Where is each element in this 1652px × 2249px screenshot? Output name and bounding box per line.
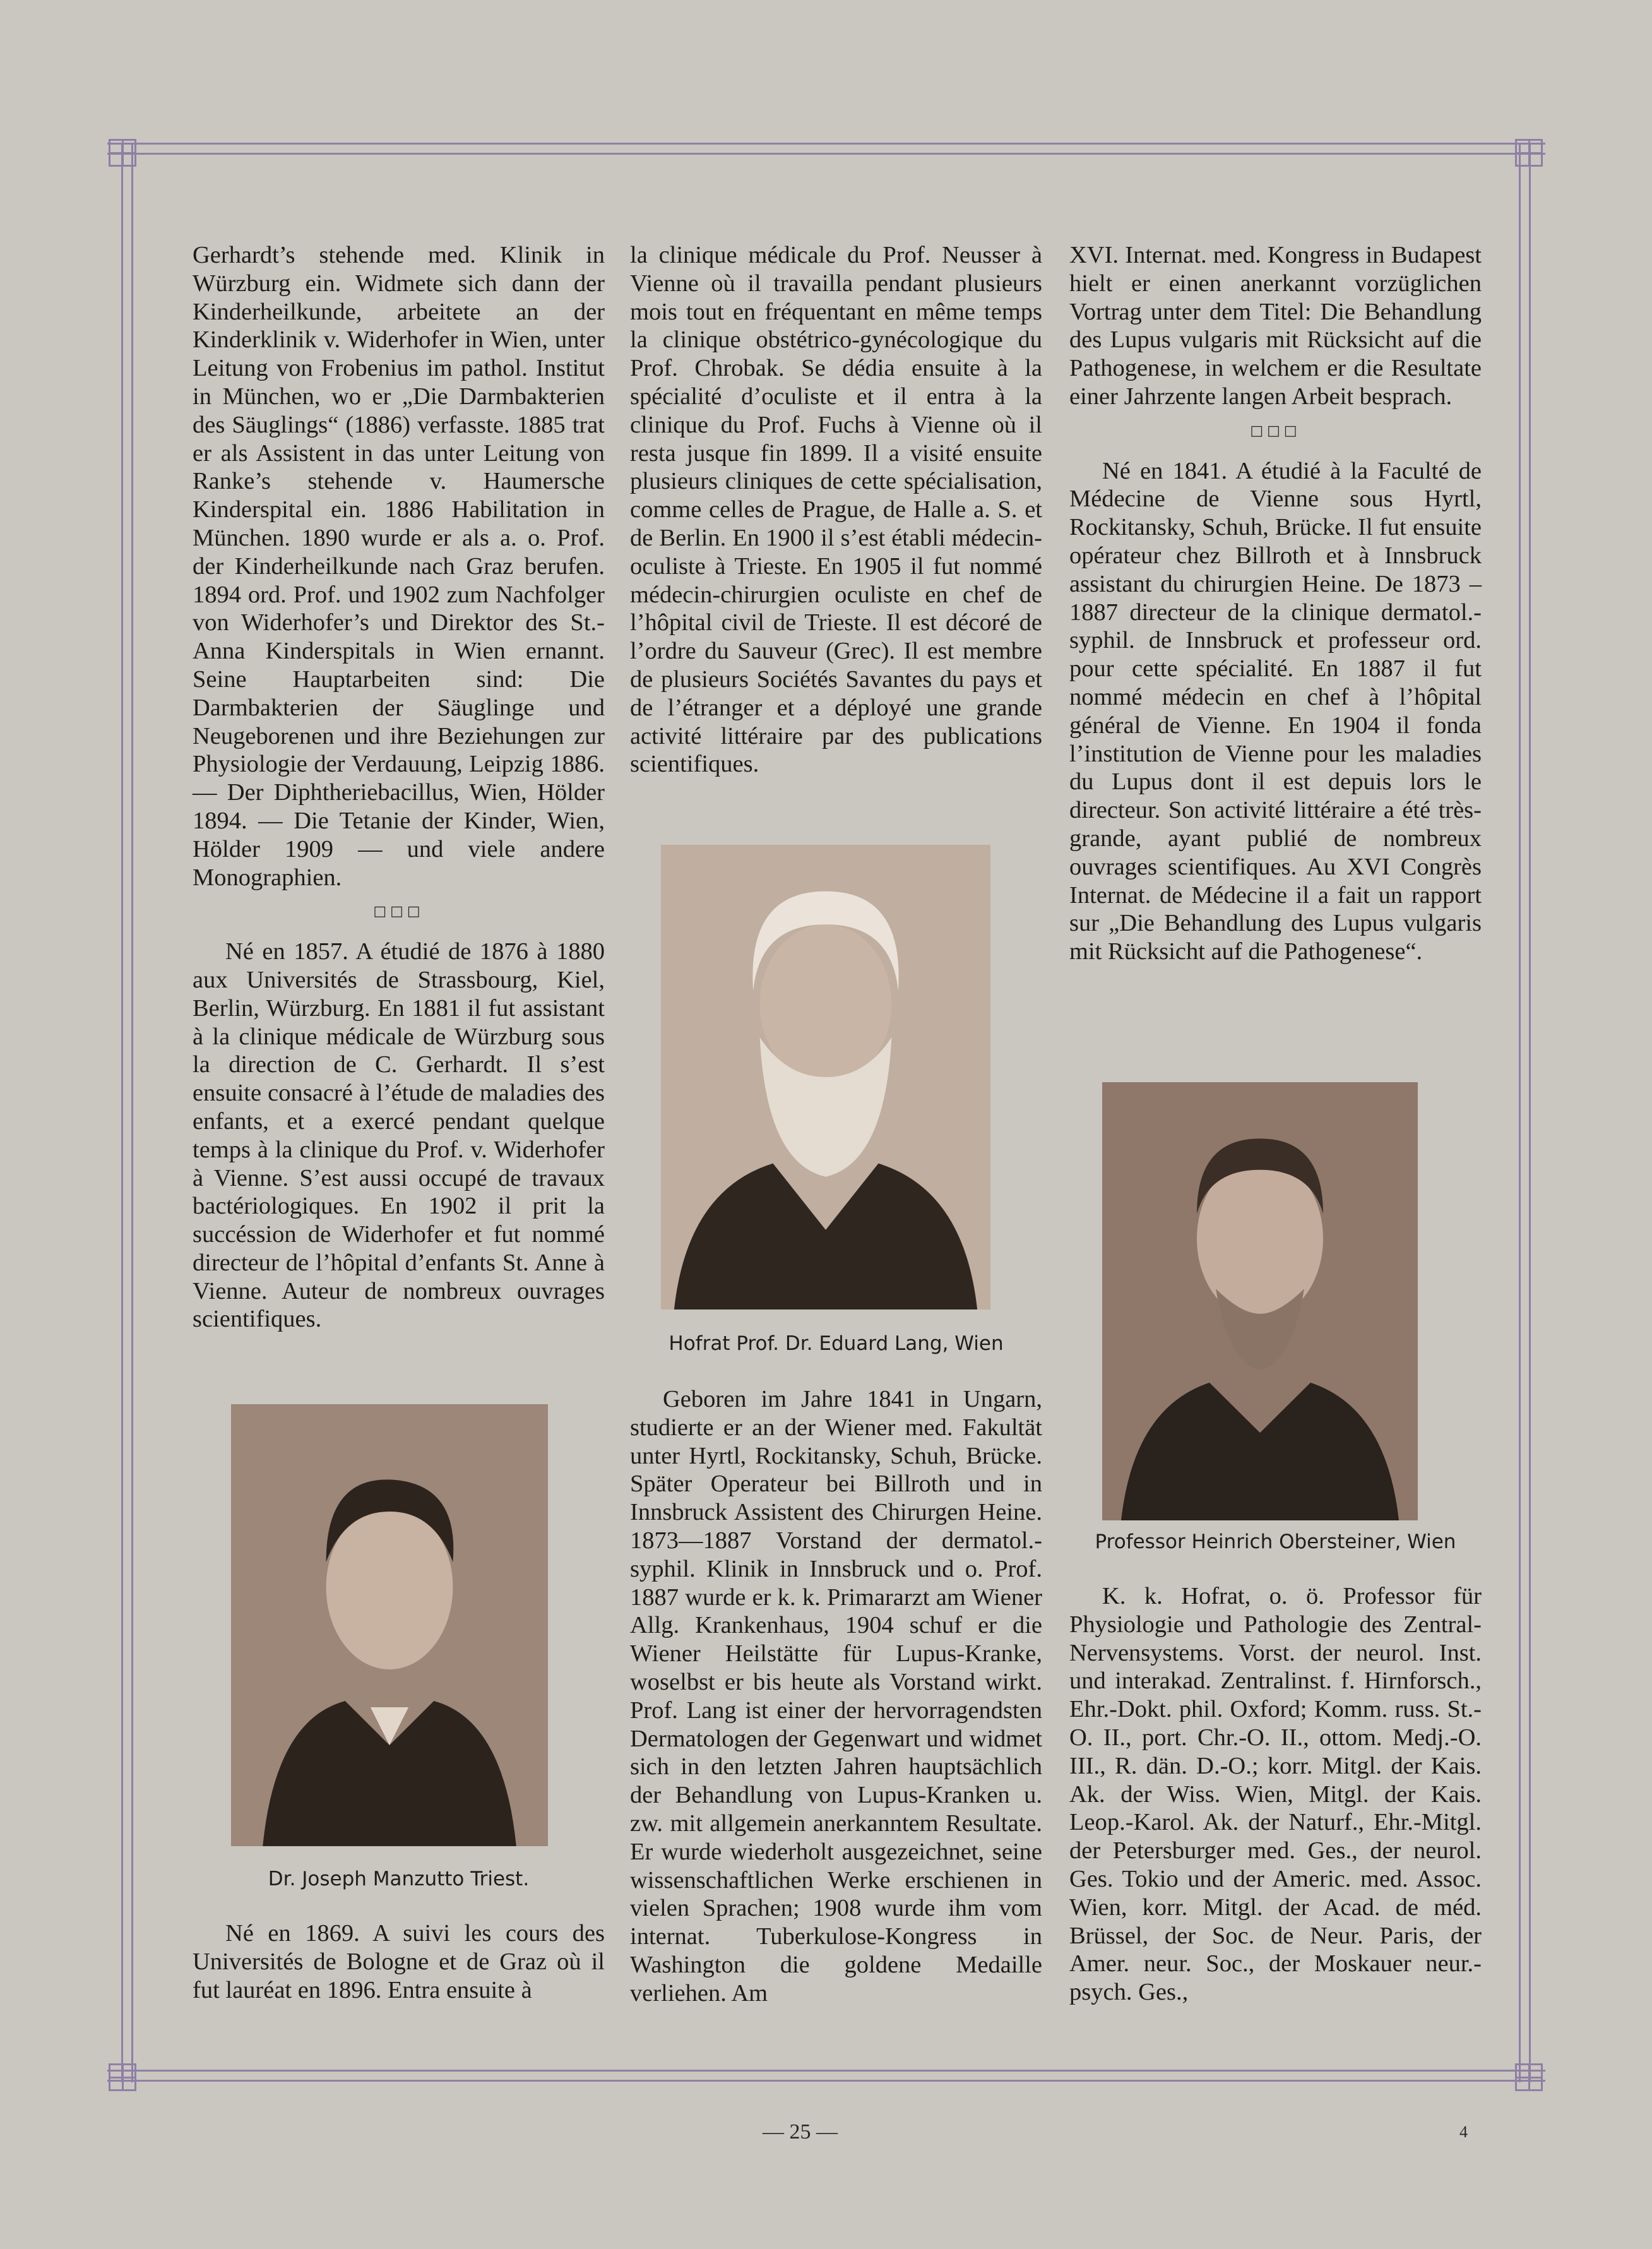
column-3 (1069, 241, 1482, 966)
col3-paragraph-2: Né en 1841. A étudié à la Faculté de Médecine de Vienne sous Hyrtl, Rockitansky, Schuh, Brücke. Il fut ensuite opérateur chez Billroth et à Innsbruck assistant du chirurgien Heine. De 1873 – 1887 directeur de la clinique dermatol.-syphil. de Innsbruck et professeur ord. pour cette spécialité. En 1887 il fut nommé médecin en chef à l’hôpital général de Vienne. En 1904 il fonda l’institution de Vienne pour les maladies du Lupus dont il est depuis lors le directeur. Son activité littéraire a été très-grande, ayant publié de nombreux ouvrages scientifiques. Au XVI Congrès Internat. de Médecine il a fait un rapport sur „Die Behandlung des Lupus vulgaris mit Rücksicht auf die Pathogenese“. (1069, 457, 1482, 965)
section-separator: □□□ (1250, 422, 1301, 439)
frame-corner-bottom-right (1515, 2063, 1543, 2091)
frame-left-outer (121, 143, 123, 2082)
caption-lang: Hofrat Prof. Dr. Eduard Lang, Wien (669, 1332, 1004, 1355)
portrait-photo-obersteiner (1102, 1082, 1418, 1520)
column-3-bottom (1069, 1582, 1482, 2007)
column-2-bottom (630, 1385, 1042, 2008)
frame-right-outer (1529, 143, 1531, 2082)
frame-left-inner (131, 143, 133, 2082)
col2-paragraph-2: Geboren im Jahre 1841 in Ungarn, studierte er an der Wiener med. Fakultät unter Hyrtl, Rockitansky, Schuh, Brücke. Später Operateur bei Billroth und in Innsbruck Assistent des Chirurgen Heine. 1873—1887 Vorstand der dermatol.-syphil. Klinik in Innsbruck und o. Prof. 1887 wurde er k. k. Primararzt am Wiener Allg. Krankenhaus, 1904 schuf er die Wiener Heilstätte für Lupus-Kranke, woselbst er bis heute als Vorstand wirkt. Prof. Lang ist einer der hervorragendsten Dermatologen der Gegenwart und widmet sich in den letzten Jahren hauptsächlich der Behandlung von Lupus-Kranken u. zw. mit allgemein anerkanntem Resultate. Er wurde wiederholt ausgezeichnet, seine wissenschaftlichen Werke erschienen in vielen Sprachen; 1908 wurde ihm vom internat. Tuberkulose-Kongress in Washington die goldene Medaille verliehen. Am (630, 1386, 1042, 2007)
portrait-photo-manzutto (231, 1404, 548, 1846)
caption-obersteiner: Professor Heinrich Obersteiner, Wien (1095, 1530, 1456, 1553)
frame-top-outer (107, 143, 1545, 145)
signature-mark: 4 (1459, 2123, 1468, 2141)
col3-paragraph-3: K. k. Hofrat, o. ö. Professor für Physiologie und Pathologie des Zentral-Nervensystems. Vorst. der neurol. Inst. und interakad. Zentralinst. f. Hirnforsch., Ehr.-Dokt. phil. Oxford; Komm. russ. St.-O. II., port. Chr.-O. II., ottom. Medj.-O. III., R. dän. D.-O.; korr. Mitgl. der Kais. Ak. der Wiss. Wien, Mitgl. der Kais. Leop.-Karol. Ak. der Naturf., Ehr.-Mitgl. der Petersburger med. Ges., der neurol. Ges. Tokio und der Americ. med. Assoc. Wien, korr. Mitgl. der Acad. de méd. Brüssel, der Soc. de Neur. Paris, der Amer. neur. Soc., der Moskauer neur.-psych. Ges., (1069, 1583, 1482, 2006)
col1-paragraph-2: Né en 1857. A étudié de 1876 à 1880 aux Universités de Strassbourg, Kiel, Berlin, Würzburg. En 1881 il fut assistant à la clinique médicale de Würzburg sous la direction de C. Gerhardt. Il s’est ensuite consacré à l’étude de maladies des enfants, et a exercé pendant quelque temps à la clinique du Prof. v. Widerhofer à Vienne. S’est aussi occupé de travaux bactériologiques. En 1902 il prit la succéssion de Widerhofer et fut nommé directeur de l’hôpital d’enfants St. Anne à Vienne. Auteur de nombreux ouvrages scientifiques. (193, 938, 605, 1333)
frame-corner-bottom-left (109, 2063, 136, 2091)
frame-bottom-outer (107, 2070, 1545, 2072)
frame-bottom-inner (107, 2080, 1545, 2082)
frame-top-inner (107, 153, 1545, 155)
col1-paragraph-3: Né en 1869. A suivi les cours des Universités de Bologne et de Graz où il fut lauréat en 1896. Entra ensuite à (193, 1920, 605, 2003)
caption-manzutto: Dr. Joseph Manzutto Triest. (268, 1868, 530, 1890)
portrait-photo-lang (661, 845, 990, 1309)
col3-paragraph-1: XVI. Internat. med. Kongress in Budapest hielt er einen anerkannt vorzüglichen Vortrag unter dem Titel: Die Behandlung des Lupus vulgaris mit Rücksicht auf die Pathogenese, in welchem er die Resultate einer Jahrzente langen Arbeit besprach. (1069, 242, 1482, 410)
column-1-bottom (193, 1919, 605, 2004)
section-separator: □□□ (373, 904, 424, 920)
col1-paragraph-1: Gerhardt’s stehende med. Klinik in Würzburg ein. Widmete sich dann der Kinderheilkunde, arbeitete an der Kinderklinik v. Widerhofer in Wien, unter Leitung von Frobenius im pathol. Institut in München, wo er „Die Darmbakterien des Säuglings“ (1886) verfasste. 1885 trat er als Assistent in das unter Leitung von Ranke’s stehende v. Haumersche Kinderspital ein. 1886 Habilitation in München. 1890 wurde er als a. o. Prof. der Kinderheilkunde nach Graz berufen. 1894 ord. Prof. und 1902 zum Nachfolger von Widerhofer’s und Direktor des St.-Anna Kinderspitals in Wien ernannt. Seine Hauptarbeiten sind: Die Darmbakterien der Säuglinge und Neugeborenen und ihre Beziehungen zur Physiologie der Verdauung, Leipzig 1886. — Der Diphtheriebacillus, Wien, Hölder 1894. — Die Tetanie der Kinder, Wien, Hölder 1909 — und viele andere Monographien. (193, 242, 605, 891)
column-1 (193, 241, 605, 1333)
frame-corner-top-left (109, 139, 136, 167)
frame-corner-top-right (1515, 139, 1543, 167)
page-number: — 25 — (763, 2120, 838, 2144)
frame-right-inner (1519, 143, 1521, 2082)
col2-paragraph-1: la clinique médicale du Prof. Neusser à Vienne où il travailla pendant plusieurs mois tout en fréquentant en même temps la clinique obstétrico-gynécologique du Prof. Chrobak. Se dédia ensuite à la spécialité d’oculiste et il entra à la clinique du Prof. Fuchs à Vienne où il resta jusque fin 1899. Il a visité ensuite plusieurs cliniques de cette spécialisation, comme celles de Prague, de Halle a. S. et de Berlin. En 1900 il s’est établi médecin-oculiste à Trieste. En 1905 il fut nommé médecin-chirurgien oculiste en chef de l’hôpital civil de Trieste. Il est décoré de l’ordre du Sauveur (Grec). Il est membre de plusieurs Sociétés Savantes du pays et de l’étranger et a déployé une grande activité littéraire par des publications scientifiques. (630, 242, 1042, 778)
column-2 (630, 241, 1042, 778)
